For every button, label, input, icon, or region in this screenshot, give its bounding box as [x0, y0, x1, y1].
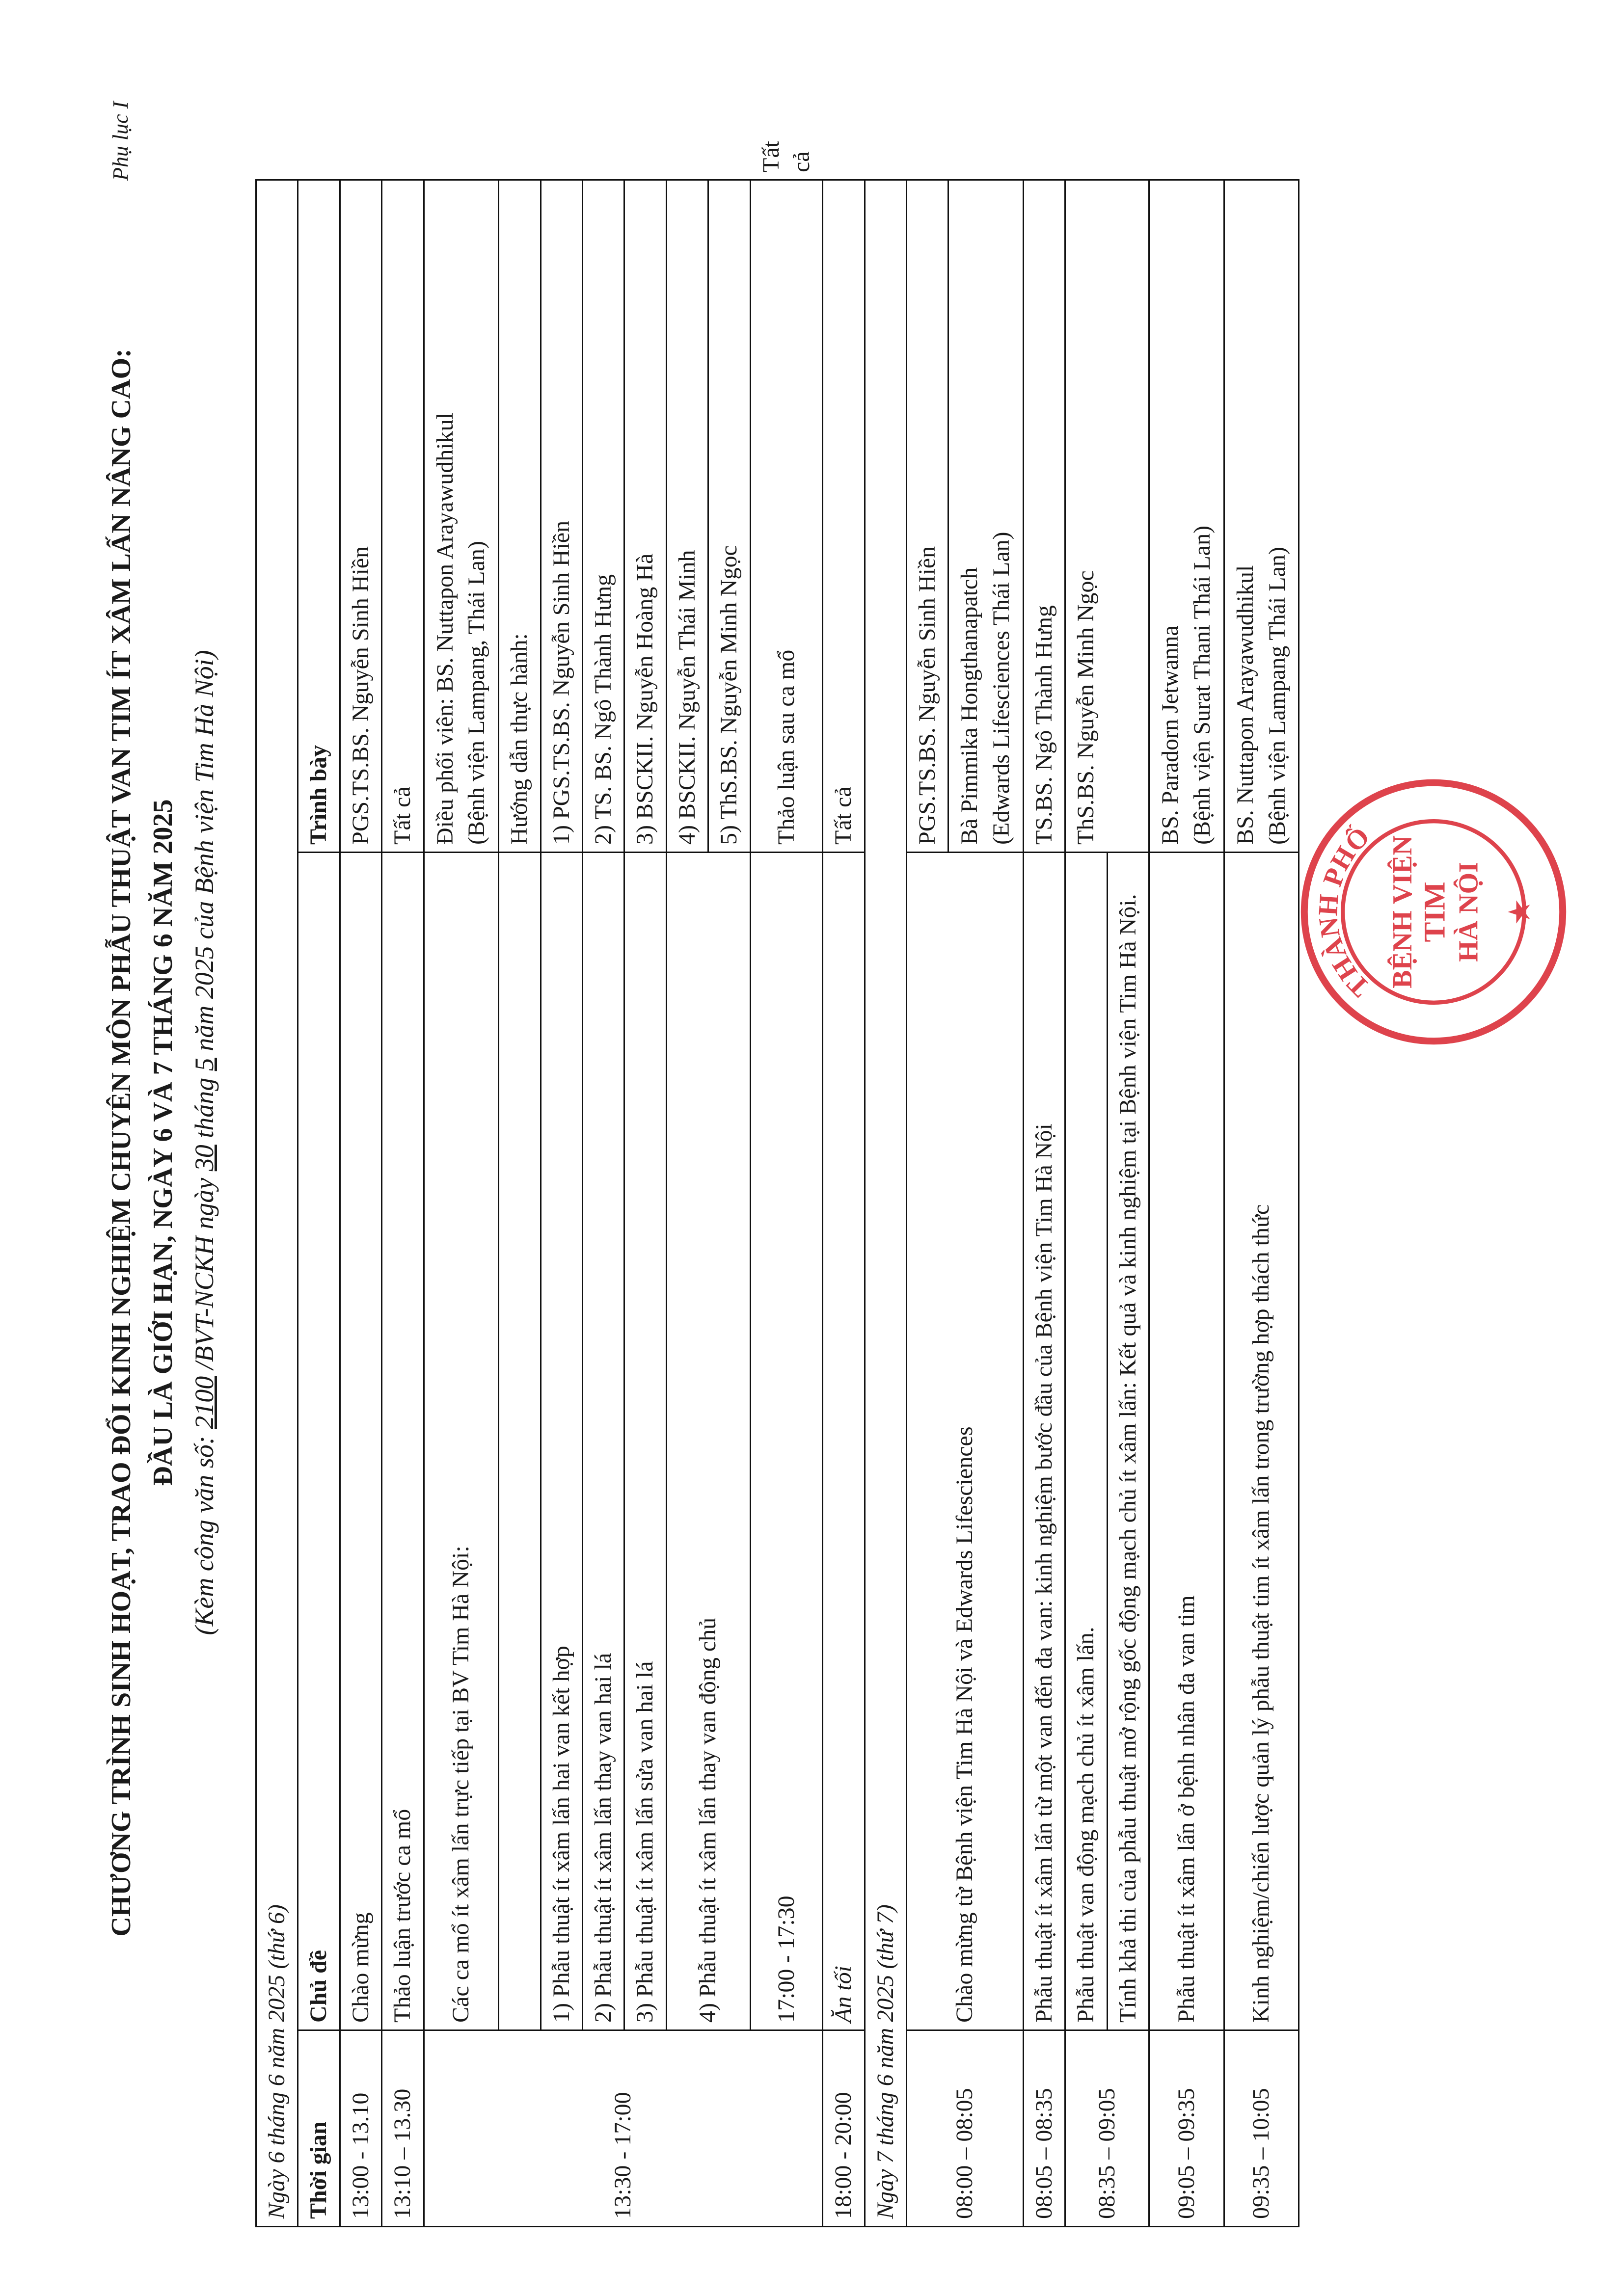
row-presenter: ThS.BS. Nguyễn Minh Ngọc: [1065, 180, 1149, 853]
table-row: 17:00 - 17:30 Thảo luận sau ca mổ Tất cả: [750, 180, 823, 2227]
table-row: [582, 180, 624, 2227]
live-surgery-row: [424, 180, 499, 2227]
table-row: [1224, 180, 1299, 2227]
live-time: 13:30 - 17:00: [424, 2030, 823, 2227]
welcome-topic: Chào mừng từ Bệnh viện Tim Hà Nội và Edwards Lifesciences: [907, 853, 1024, 2030]
row-topic: Phẫu thuật ít xâm lấn ở bệnh nhân đa van tim: [1149, 853, 1224, 2030]
row-topic: Chào mừng: [340, 853, 381, 2030]
live-item-presenter: 5) ThS.BS. Nguyễn Minh Ngọc: [708, 180, 750, 853]
title-prefix: (Kèm công văn số:: [189, 1436, 219, 1635]
live-topic: Các ca mổ ít xâm lấn trực tiếp tại BV Tim Hà Nội:: [424, 853, 499, 2030]
row-presenter: TS.BS. Ngô Thành Hưng: [1024, 180, 1065, 853]
row-time: 13:10 – 13.30: [382, 2030, 424, 2227]
row-topic: Phẫu thuật van động mạch chủ ít xâm lấn.: [1065, 853, 1107, 2030]
presenter-name: Bà Pimmika Hongthanapatch: [956, 567, 983, 845]
welcome-row: [907, 180, 948, 2227]
row-time: 17:00 - 17:30: [750, 853, 823, 2030]
guides-row: [499, 180, 541, 2227]
row-time: 09:35 – 10:05: [1224, 2030, 1299, 2227]
table-row: [1024, 180, 1065, 2227]
row-presenter: Tất cả: [823, 180, 865, 853]
row-topic: Ăn tối: [823, 853, 865, 2030]
stamp-line-2: TIM: [1418, 881, 1452, 942]
presenter-affiliation: (Edwards Lifesciences Thái Lan): [988, 532, 1015, 845]
live-item-presenter: 2) TS. BS. Ngô Thành Hưng: [582, 180, 624, 853]
presenter-name: BS. Paradorn Jetwanna: [1157, 625, 1184, 845]
coordinator-name: Điều phối viên: BS. Nuttapon Arayawudhikul: [432, 413, 458, 845]
guides-label: Hướng dẫn thực hành:: [499, 180, 541, 853]
presenter-affiliation: (Bệnh viện Surat Thani Thái Lan): [1189, 525, 1216, 845]
welcome-time: 08:00 – 08:05: [907, 2030, 1024, 2227]
row-time: 08:35 – 09:05: [1065, 2030, 1149, 2227]
welcome-presenter-1: PGS.TS.BS. Nguyễn Sinh Hiền: [907, 180, 948, 853]
table-row: [382, 180, 424, 2227]
row-presenter: [1149, 180, 1224, 853]
header-presenter: Trình bày: [298, 180, 340, 853]
title-line-2: ĐẦU LÀ GIỚI HẠN, NGÀY 6 VÀ 7 THÁNG 6 NĂM 2025: [148, 799, 178, 1486]
row-topic: Thảo luận trước ca mổ: [382, 853, 424, 2030]
title-line-1: CHƯƠNG TRÌNH SINH HOẠT, TRAO ĐỔI KINH NGHIỆM CHUYÊN MÔN PHẪU THUẬT VAN TIM ÍT XÂM LẤN NÂNG CAO:: [106, 348, 136, 1937]
hospital-stamp: [1296, 774, 1571, 1049]
day1-header-row: [256, 180, 298, 2227]
guides-empty-cell: [499, 853, 541, 2030]
table-row: [1149, 180, 1224, 2227]
presenter-name: BS. Nuttapon Arayawudhikul: [1232, 565, 1258, 845]
day1-label: Ngày 6 tháng 6 năm 2025 (thứ 6): [256, 180, 298, 2227]
row-time: 08:05 – 08:35: [1024, 2030, 1065, 2227]
table-row: [666, 180, 708, 2227]
doc-number: 2100: [189, 1376, 219, 1429]
title-line-3: [189, 136, 219, 2149]
stamp-line-1: BỆNH VIỆN: [1387, 835, 1418, 988]
title-month-word: tháng: [189, 1077, 219, 1138]
table-row: [624, 180, 666, 2227]
row-topic: Thảo luận sau ca mổ: [750, 180, 823, 853]
day2-header-row: [865, 180, 906, 2227]
live-item-presenter: 1) PGS.TS.BS. Nguyễn Sinh Hiền: [541, 180, 582, 853]
live-item-topic: 3) Phẫu thuật ít xâm lấn sửa van hai lá: [624, 853, 666, 2030]
stamp-star-icon: ★: [1502, 898, 1537, 926]
row-presenter: Tất cả: [382, 180, 424, 853]
stamp-line-3: HÀ NỘI: [1453, 862, 1484, 962]
stamp-top-text: THÀNH PHỐ: [1313, 821, 1376, 1003]
table-row: [1065, 180, 1107, 2227]
title-suffix: năm 2025 của Bệnh viện Tim Hà Nội): [189, 650, 219, 1051]
header-time: Thời gian: [298, 2030, 340, 2227]
live-item-presenter: 3) BSCKII. Nguyễn Hoàng Hà: [624, 180, 666, 853]
month-number: 5: [189, 1058, 219, 1071]
row-topic: Tính khả thi của phẫu thuật mở rộng gốc động mạch chủ ít xâm lấn: Kết quả và kinh nghiệm tại Bệnh viện Tim Hà Nội.: [1107, 853, 1149, 2030]
header-topic: Chủ đề: [298, 853, 340, 2030]
live-item-topic: 1) Phẫu thuật ít xâm lấn hai van kết hợp: [541, 853, 582, 2030]
coordinator-affiliation: (Bệnh viện Lampang, Thái Lan): [463, 541, 490, 845]
presenter-affiliation: (Bệnh viện Lampang Thái Lan): [1264, 547, 1290, 845]
row-time: 09:05 – 09:35: [1149, 2030, 1224, 2227]
row-presenter: [1224, 180, 1299, 853]
welcome-presenter-2: [948, 180, 1024, 853]
table-row: [541, 180, 582, 2227]
row-time: 18:00 - 20:00: [823, 2030, 865, 2227]
table-row: [823, 180, 865, 2227]
row-topic: Kinh nghiệm/chiến lược quản lý phẫu thuật tim ít xâm lấn trong trường hợp thách thức: [1224, 853, 1299, 2030]
title-mid: /BVT-NCKH ngày: [189, 1177, 219, 1370]
live-coordinator: [424, 180, 499, 853]
row-topic: Phẫu thuật ít xâm lấn từ một van đến đa van: kinh nghiệm bước đầu của Bệnh viện Tim Hà Nội: [1024, 853, 1065, 2030]
appendix-label: Phụ lục I: [108, 101, 133, 181]
column-header-row: [298, 180, 340, 2227]
live-item-topic: 2) Phẫu thuật ít xâm lấn thay van hai lá: [582, 853, 624, 2030]
live-item-topic: 4) Phẫu thuật ít xâm lấn thay van động chủ: [666, 853, 750, 2030]
day2-label: Ngày 7 tháng 6 năm 2025 (thứ 7): [865, 180, 906, 2227]
table-row: [340, 180, 381, 2227]
row-presenter: PGS.TS.BS. Nguyễn Sinh Hiền: [340, 180, 381, 853]
schedule-table: [255, 141, 1299, 2227]
live-item-presenter: 4) BSCKII. Nguyễn Thái Minh: [666, 180, 708, 853]
day-number: 30: [189, 1145, 219, 1172]
row-time: 13:00 - 13.10: [340, 2030, 381, 2227]
